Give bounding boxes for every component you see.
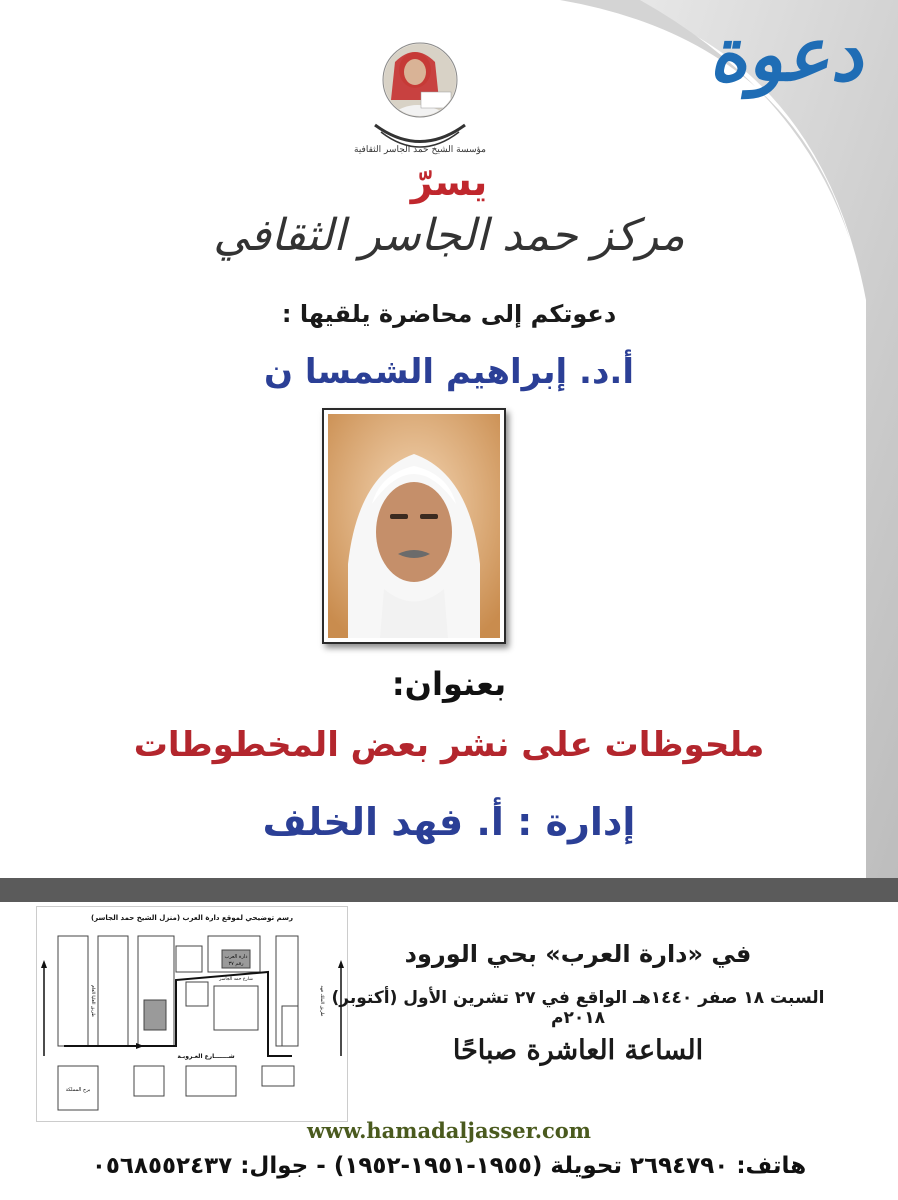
map-tower-label: برج المملكة [65,1087,91,1093]
map-olaya-street: طريق العليا العام [90,985,95,1017]
contact-line: هاتف: ٢٦٩٤٧٩٠ تحويلة (١٩٥٥-١٩٥١-١٩٥٢) - جوال: ٠٥٦٨٥٥٢٤٣٧ [91,1153,807,1179]
map-building-number: رقم ٣٧ [228,961,244,967]
map-king-fahd-road: طريق الملك فهد [319,985,324,1017]
invite-heading: دعوة [706,12,876,98]
map-jasser-street: شارع حمد الجاسر [219,977,253,982]
center-name: مركز حمد الجاسر الثقافي [213,210,685,261]
venue-time: الساعة العاشرة صباحًا [452,1035,704,1066]
map-building-label: دارة العرب [224,954,248,960]
foundation-logo [345,40,495,160]
venue-place: في «دارة العرب» بحي الورود [404,940,752,968]
location-map [36,906,348,1122]
moderator-line: إدارة : أ. فهد الخلف [262,800,636,844]
invite-line: دعوتكم إلى محاضرة يلقيها : [281,300,617,328]
delights-word: يسرّ [410,160,488,204]
title-label: بعنوان: [391,665,507,703]
lecture-title: ملحوظات على نشر بعض المخطوطات [133,725,765,765]
map-bottom-street: شـــــــارع العـروبـة [177,1053,235,1060]
map-title: رسم توضيحي لموقع دارة العرب (منزل الشيخ حمد الجاسر) [90,914,294,922]
website-link[interactable]: www.hamadaljasser.com [306,1118,592,1143]
logo-caption: مؤسسة الشيخ حمد الجاسر الثقافية [354,145,486,155]
lecturer-name: أ.د. إبراهيم الشمسا ن [264,352,634,392]
venue-date: السبت ١٨ صفر ١٤٤٠هـ الواقع في ٢٧ تشرين الأول (أكتوبر) ٢٠١٨م [331,988,825,1028]
divider-bar [0,878,898,902]
lecturer-photo [322,408,506,644]
portrait-illustration [328,414,500,638]
